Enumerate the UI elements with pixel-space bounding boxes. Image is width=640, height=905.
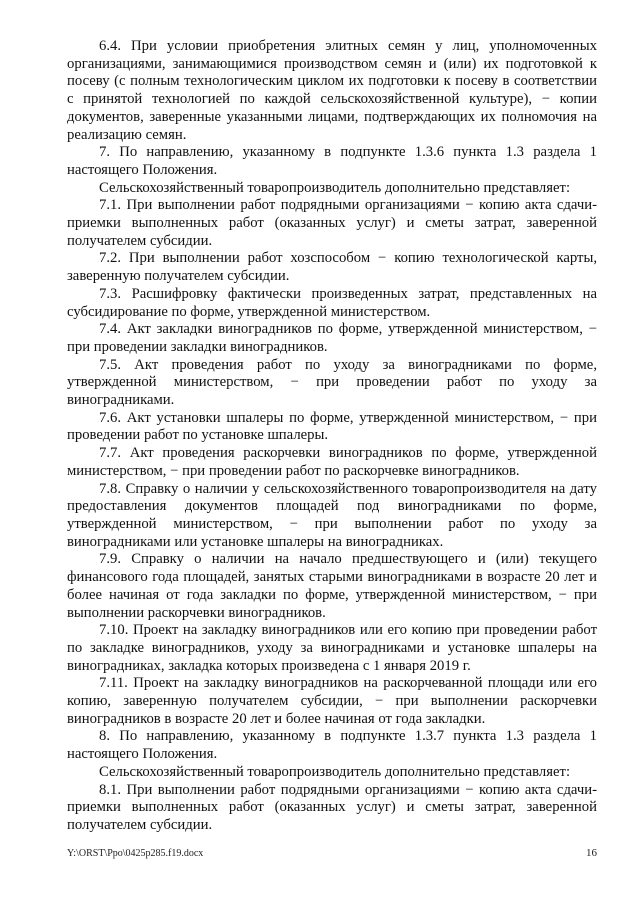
paragraph-7-3: 7.3. Расшифровку фактически произведенных затрат, представленных на субсидирование по форме, утвержденной министерством. <box>67 285 597 320</box>
paragraph-7-10: 7.10. Проект на закладку виноградников или его копию при проведении работ по закладке виноградников, уходу за виноградниками и установке шпалеры на виноградниках, закладка которых произведена с 1 января 2019 г. <box>67 622 597 674</box>
footer-page-number: 16 <box>586 847 597 859</box>
paragraph-7-9: 7.9. Справку о наличии на начало предшествующего и (или) текущего финансового года площадей, занятых старыми виноградниками в возрасте 20 лет и более начиная от года закладки по форме, утвержденной министерством, − при выполнении раскорчевки виноградников. <box>67 551 597 621</box>
paragraph-7-8: 7.8. Справку о наличии у сельскохозяйственного товаропроизводителя на дату предоставления документов площадей под виноградниками по форме, утвержденной министерством, − при выполнении работ по уходу за виноградниками или установке шпалеры на виноградниках. <box>67 480 597 550</box>
paragraph-7-5: 7.5. Акт проведения работ по уходу за виноградниками по форме, утвержденной министерством, − при проведении работ по уходу за виноградниками. <box>67 356 597 409</box>
paragraph-8: 8. По направлению, указанному в подпункте 1.3.7 пункта 1.3 раздела 1 настоящего Положения. <box>67 728 597 763</box>
document-body <box>67 38 597 835</box>
paragraph-7-1: 7.1. При выполнении работ подрядными организациями − копию акта сдачи-приемки выполненных работ (оказанных услуг) и сметы затрат, заверенной получателем субсидии. <box>67 197 597 249</box>
paragraph-7-6: 7.6. Акт установки шпалеры по форме, утвержденной министерством, − при проведении работ по установке шпалеры. <box>67 409 597 444</box>
paragraph-7-11: 7.11. Проект на закладку виноградников на раскорчеванной площади или его копию, заверенную получателем субсидии, − при выполнении раскорчевки виноградников в возрасте 20 лет и более начиная от года закладки. <box>67 675 597 727</box>
paragraph-7-4: 7.4. Акт закладки виноградников по форме, утвержденной министерством, − при проведении закладки виноградников. <box>67 321 597 355</box>
paragraph-6-4: 6.4. При условии приобретения элитных семян у лиц, уполномоченных организациями, занимающимися производством семян и (или) их подготовкой к посеву (с полным технологическим циклом их подготовки к посеву в соответствии с принятой технологией по каждой сельскохозяйственной культуре), − копии документов, заверенные указанными лицами, подтверждающих их полномочия на реализацию семян. <box>67 38 597 143</box>
paragraph-7: 7. По направлению, указанному в подпункте 1.3.6 пункта 1.3 раздела 1 настоящего Положения. <box>67 144 597 178</box>
footer-file-path: Y:\ORST\Ppo\0425p285.f19.docx <box>67 848 204 859</box>
paragraph-8-1: 8.1. При выполнении работ подрядными организациями − копию акта сдачи-приемки выполненных работ (оказанных услуг) и сметы затрат, заверенной получателем субсидии. <box>67 781 597 833</box>
paragraph-7-7: 7.7. Акт проведения раскорчевки виноградников по форме, утвержденной министерством, − при проведении работ по раскорчевке виноградников. <box>67 445 597 479</box>
paragraph-7-2: 7.2. При выполнении работ хозспособом − копию технологической карты, заверенную получателем субсидии. <box>67 250 597 285</box>
paragraph-7-intro: Сельскохозяйственный товаропроизводитель дополнительно представляет: <box>99 179 571 196</box>
paragraph-8-intro: Сельскохозяйственный товаропроизводитель дополнительно представляет: <box>99 763 571 780</box>
